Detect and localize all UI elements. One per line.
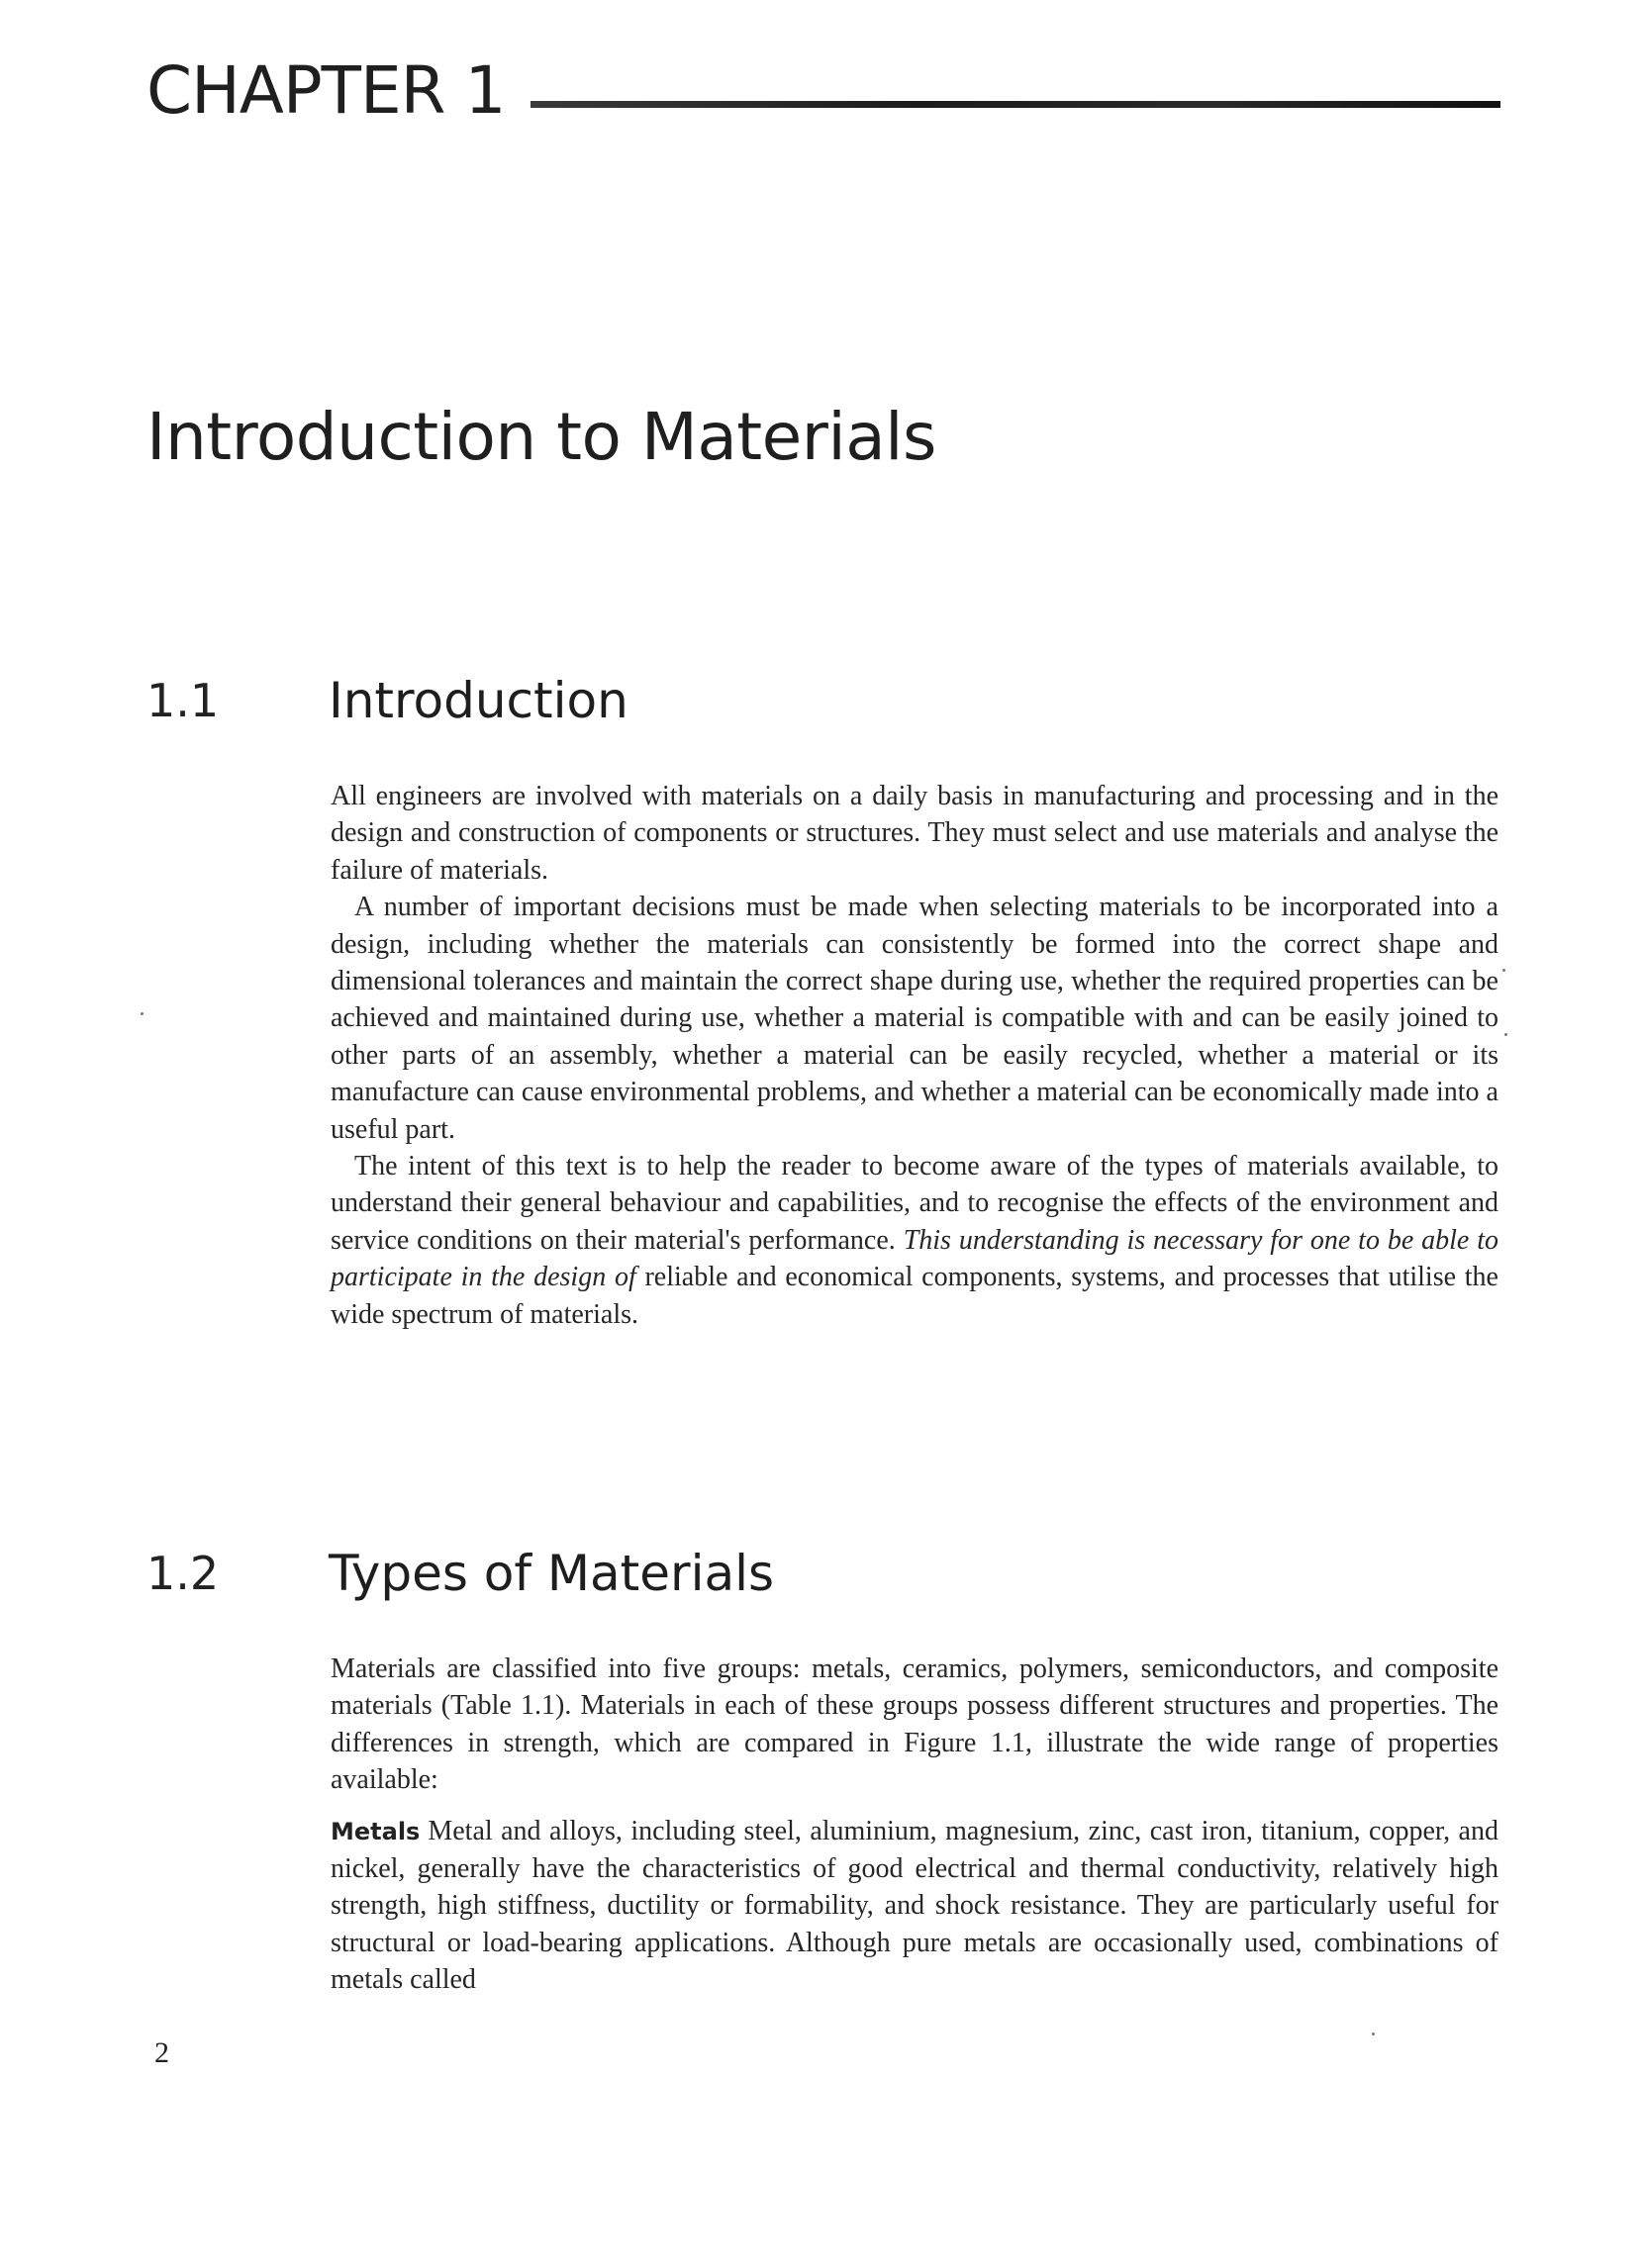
section-number: 1.1 (146, 674, 220, 727)
runin-paragraph (331, 1813, 1498, 1999)
chapter-header (146, 51, 1500, 131)
chapter-title: Introduction to Materials (146, 399, 936, 475)
paragraph-text: The intent of this text is to help the reader to become aware of the types of materials available, to understand their general behaviour and capabilities, and to recognise the effects of the environment and service conditions on their material's performance. (331, 1151, 1498, 1256)
paragraph: All engineers are involved with materials on a daily basis in manufacturing and processing and in the design and construction of components or structures. They must select and use materials and analyse the failure of materials. (331, 781, 1498, 886)
paragraph: Materials are classified into five groups: metals, ceramics, polymers, semiconductors, and composite materials (Table 1.1). Materials in each of these groups possess different structures and properties. The differences in strength, which are compared in Figure 1.1, illustrate the wide range of properties available: (331, 1654, 1498, 1796)
section-1-2-body (331, 1651, 1498, 1999)
scan-speck (1504, 1033, 1507, 1036)
chapter-label: CHAPTER 1 (146, 52, 506, 129)
section-1-1-body (331, 778, 1498, 1333)
runin-heading: Metals (331, 1817, 421, 1845)
section-number: 1.2 (146, 1547, 220, 1600)
paragraph: A number of important decisions must be made when selecting materials to be incorporated into a design, including whether the materials can consistently be formed into the correct shape and dimensional tolerances and maintain the correct shape during use, whether the required properties can be achieved and maintained during use, whether a material is compatible with and can be easily joined to other parts of an assembly, whether a material can be easily recycled, whether a material or its manufacture can cause environmental problems, and whether a material can be economically made into a useful part. (331, 892, 1498, 1145)
scan-speck (1502, 969, 1505, 972)
scan-speck (1372, 2032, 1375, 2035)
section-title: Types of Materials (329, 1545, 775, 1602)
chapter-rule (531, 101, 1500, 108)
paragraph-tail: reliable and economical components, systems, and processes that utilise the wide spectrum of materials. (331, 1262, 1498, 1330)
paragraph (331, 1148, 1498, 1333)
scan-speck (141, 1012, 144, 1015)
italic-sentence: This understanding is necessary for one to be able to participate in the design of (331, 1224, 1499, 1293)
section-title: Introduction (329, 672, 628, 729)
page-number: 2 (154, 2036, 169, 2069)
runin-text: Metal and alloys, including steel, aluminium, magnesium, zinc, cast iron, titanium, copper, and nickel, generally have the characteristics of good electrical and thermal conductivity, relatively high strength, high stiffness, ductility or formability, and shock resistance. They are particularly useful for structural or load-bearing applications. Although pure metals are occasionally used, combinations of metals called (331, 1815, 1498, 1996)
